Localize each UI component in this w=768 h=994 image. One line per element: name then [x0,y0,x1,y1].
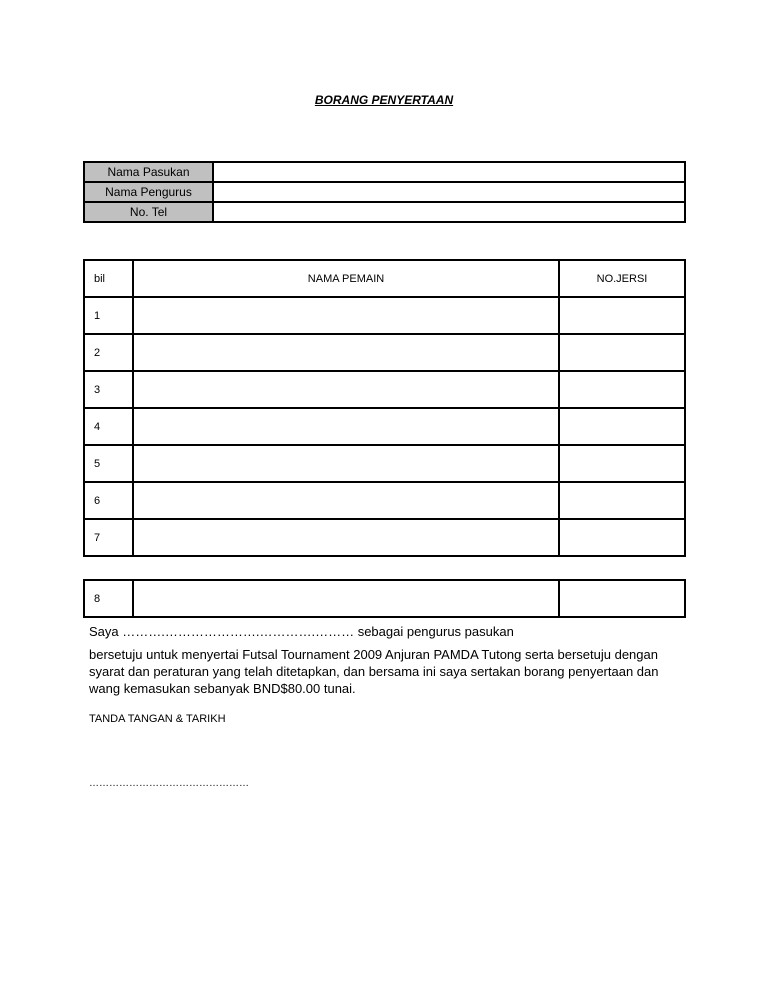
row-number: 8 [84,580,133,617]
player-name-cell[interactable] [133,580,559,617]
header-jersey: NO.JERSI [559,260,685,297]
table-row [84,408,685,445]
signature-label: TANDA TANGAN & TARIKH [89,713,226,725]
label-phone: No. Tel [84,202,213,222]
row-number: 4 [84,408,133,445]
header-player-name: NAMA PEMAIN [133,260,559,297]
jersey-cell[interactable] [559,482,685,519]
player-name-cell[interactable] [133,482,559,519]
player-name-cell[interactable] [133,445,559,482]
jersey-cell[interactable] [559,408,685,445]
form-title: BORANG PENYERTAAN [314,93,454,107]
row-number: 3 [84,371,133,408]
table-row [84,580,685,617]
team-info-table [83,161,686,223]
jersey-cell[interactable] [559,334,685,371]
signature-line: ………………………………………… [89,778,249,789]
player-name-cell[interactable] [133,408,559,445]
info-row-manager-name [84,182,685,202]
jersey-cell[interactable] [559,297,685,334]
row-number: 6 [84,482,133,519]
label-team-name: Nama Pasukan [84,162,213,182]
player-name-cell[interactable] [133,334,559,371]
player-name-cell[interactable] [133,371,559,408]
field-phone[interactable] [213,202,685,222]
row-number: 5 [84,445,133,482]
extra-player-table [83,579,686,618]
info-row-phone [84,202,685,222]
players-table [83,259,686,557]
player-name-cell[interactable] [133,297,559,334]
statement-line: Saya ……….………………….………….……… sebagai pengurus pasukan [89,624,514,639]
jersey-cell[interactable] [559,519,685,556]
label-manager-name: Nama Pengurus [84,182,213,202]
table-row [84,371,685,408]
row-number: 7 [84,519,133,556]
table-row [84,297,685,334]
table-row [84,445,685,482]
jersey-cell[interactable] [559,445,685,482]
info-row-team-name [84,162,685,182]
jersey-cell[interactable] [559,580,685,617]
header-bil: bil [84,260,133,297]
row-number: 2 [84,334,133,371]
table-row [84,334,685,371]
field-manager-name[interactable] [213,182,685,202]
table-row [84,519,685,556]
field-team-name[interactable] [213,162,685,182]
statement-paragraph: bersetuju untuk menyertai Futsal Tournament 2009 Anjuran PAMDA Tutong serta bersetuju dengan syarat dan peraturan yang telah ditetapkan, dan bersama ini saya sertakan borang penyertaan dan wang kemasukan sebanyak BND$80.00 tunai. [89,647,659,696]
row-number: 1 [84,297,133,334]
player-name-cell[interactable] [133,519,559,556]
jersey-cell[interactable] [559,371,685,408]
players-header-row [84,260,685,297]
table-row [84,482,685,519]
